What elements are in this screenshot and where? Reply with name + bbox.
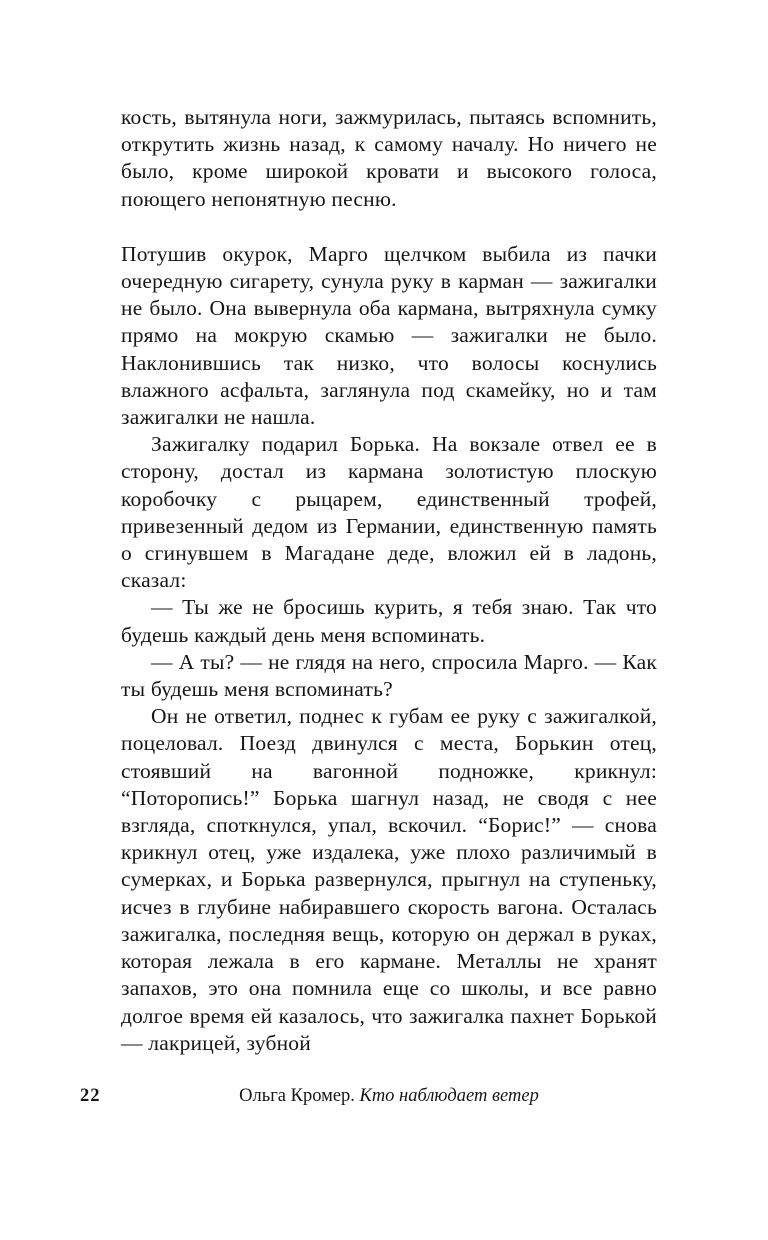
footer-author: Ольга Кромер. (239, 1086, 355, 1106)
paragraph: Потушив окурок, Марго щелчком выбила из пачки очередную сигарету, сунула руку в карман — зажигалки не было. Она вывернула оба кармана, вытряхнула сумку прямо на мокрую скамью — зажигалки не было. Наклонившись так низко, что волосы коснулись влажного асфальта, заглянула под скамейку, но и там зажигалки не нашла. (121, 241, 657, 430)
paragraph: Он не ответил, поднес к губам ее руку с зажигалкой, поцеловал. Поезд двинулся с места, Борькин отец, стоявший на вагонной подножке, крикнул: “Поторопись!” Борька шагнул назад, не сводя с нее взгляда, споткнулся, упал, вскочил. “Борис!” — снова крикнул отец, уже издалека, уже плохо различимый в сумерках, и Борька развернулся, прыгнул на ступеньку, исчез в глубине набиравшего скорость вагона. Осталась зажигалка, последняя вещь, которую он держал в руках, которая лежала в его кармане. Металлы не хранят запахов, это она помнила еще со школы, и все равно долгое время ей казалось, что зажигалка пахнет Борькой — лакрицей, зубной (121, 704, 657, 1055)
paragraph: Зажигалку подарил Борька. На вокзале отвел ее в сторону, достал из кармана золотистую плоскую коробочку с рыцарем, единственный трофей, привезенный дедом из Германии, единственную память о сгинувшем в Магадане деде, вложил ей в ладонь, сказал: (121, 432, 657, 593)
page-text (121, 104, 657, 1057)
paragraph: кость, вытянула ноги, зажмурилась, пытаясь вспомнить, открутить жизнь назад, к самому началу. Но ничего не было, кроме широкой кровати и высокого голоса, поющего непонятную песню. (121, 105, 657, 211)
paragraph-dialogue: — А ты? — не глядя на него, спросила Марго. — Как ты будешь меня вспоминать? (121, 649, 657, 702)
running-title (121, 1083, 657, 1109)
page-footer (0, 1083, 768, 1109)
paragraph-dialogue: — Ты же не бросишь курить, я тебя знаю. Так что будешь каждый день меня вспоминать. (121, 595, 657, 647)
page-number: 22 (80, 1086, 101, 1106)
footer-book-title: Кто наблюдает ветер (359, 1086, 539, 1106)
